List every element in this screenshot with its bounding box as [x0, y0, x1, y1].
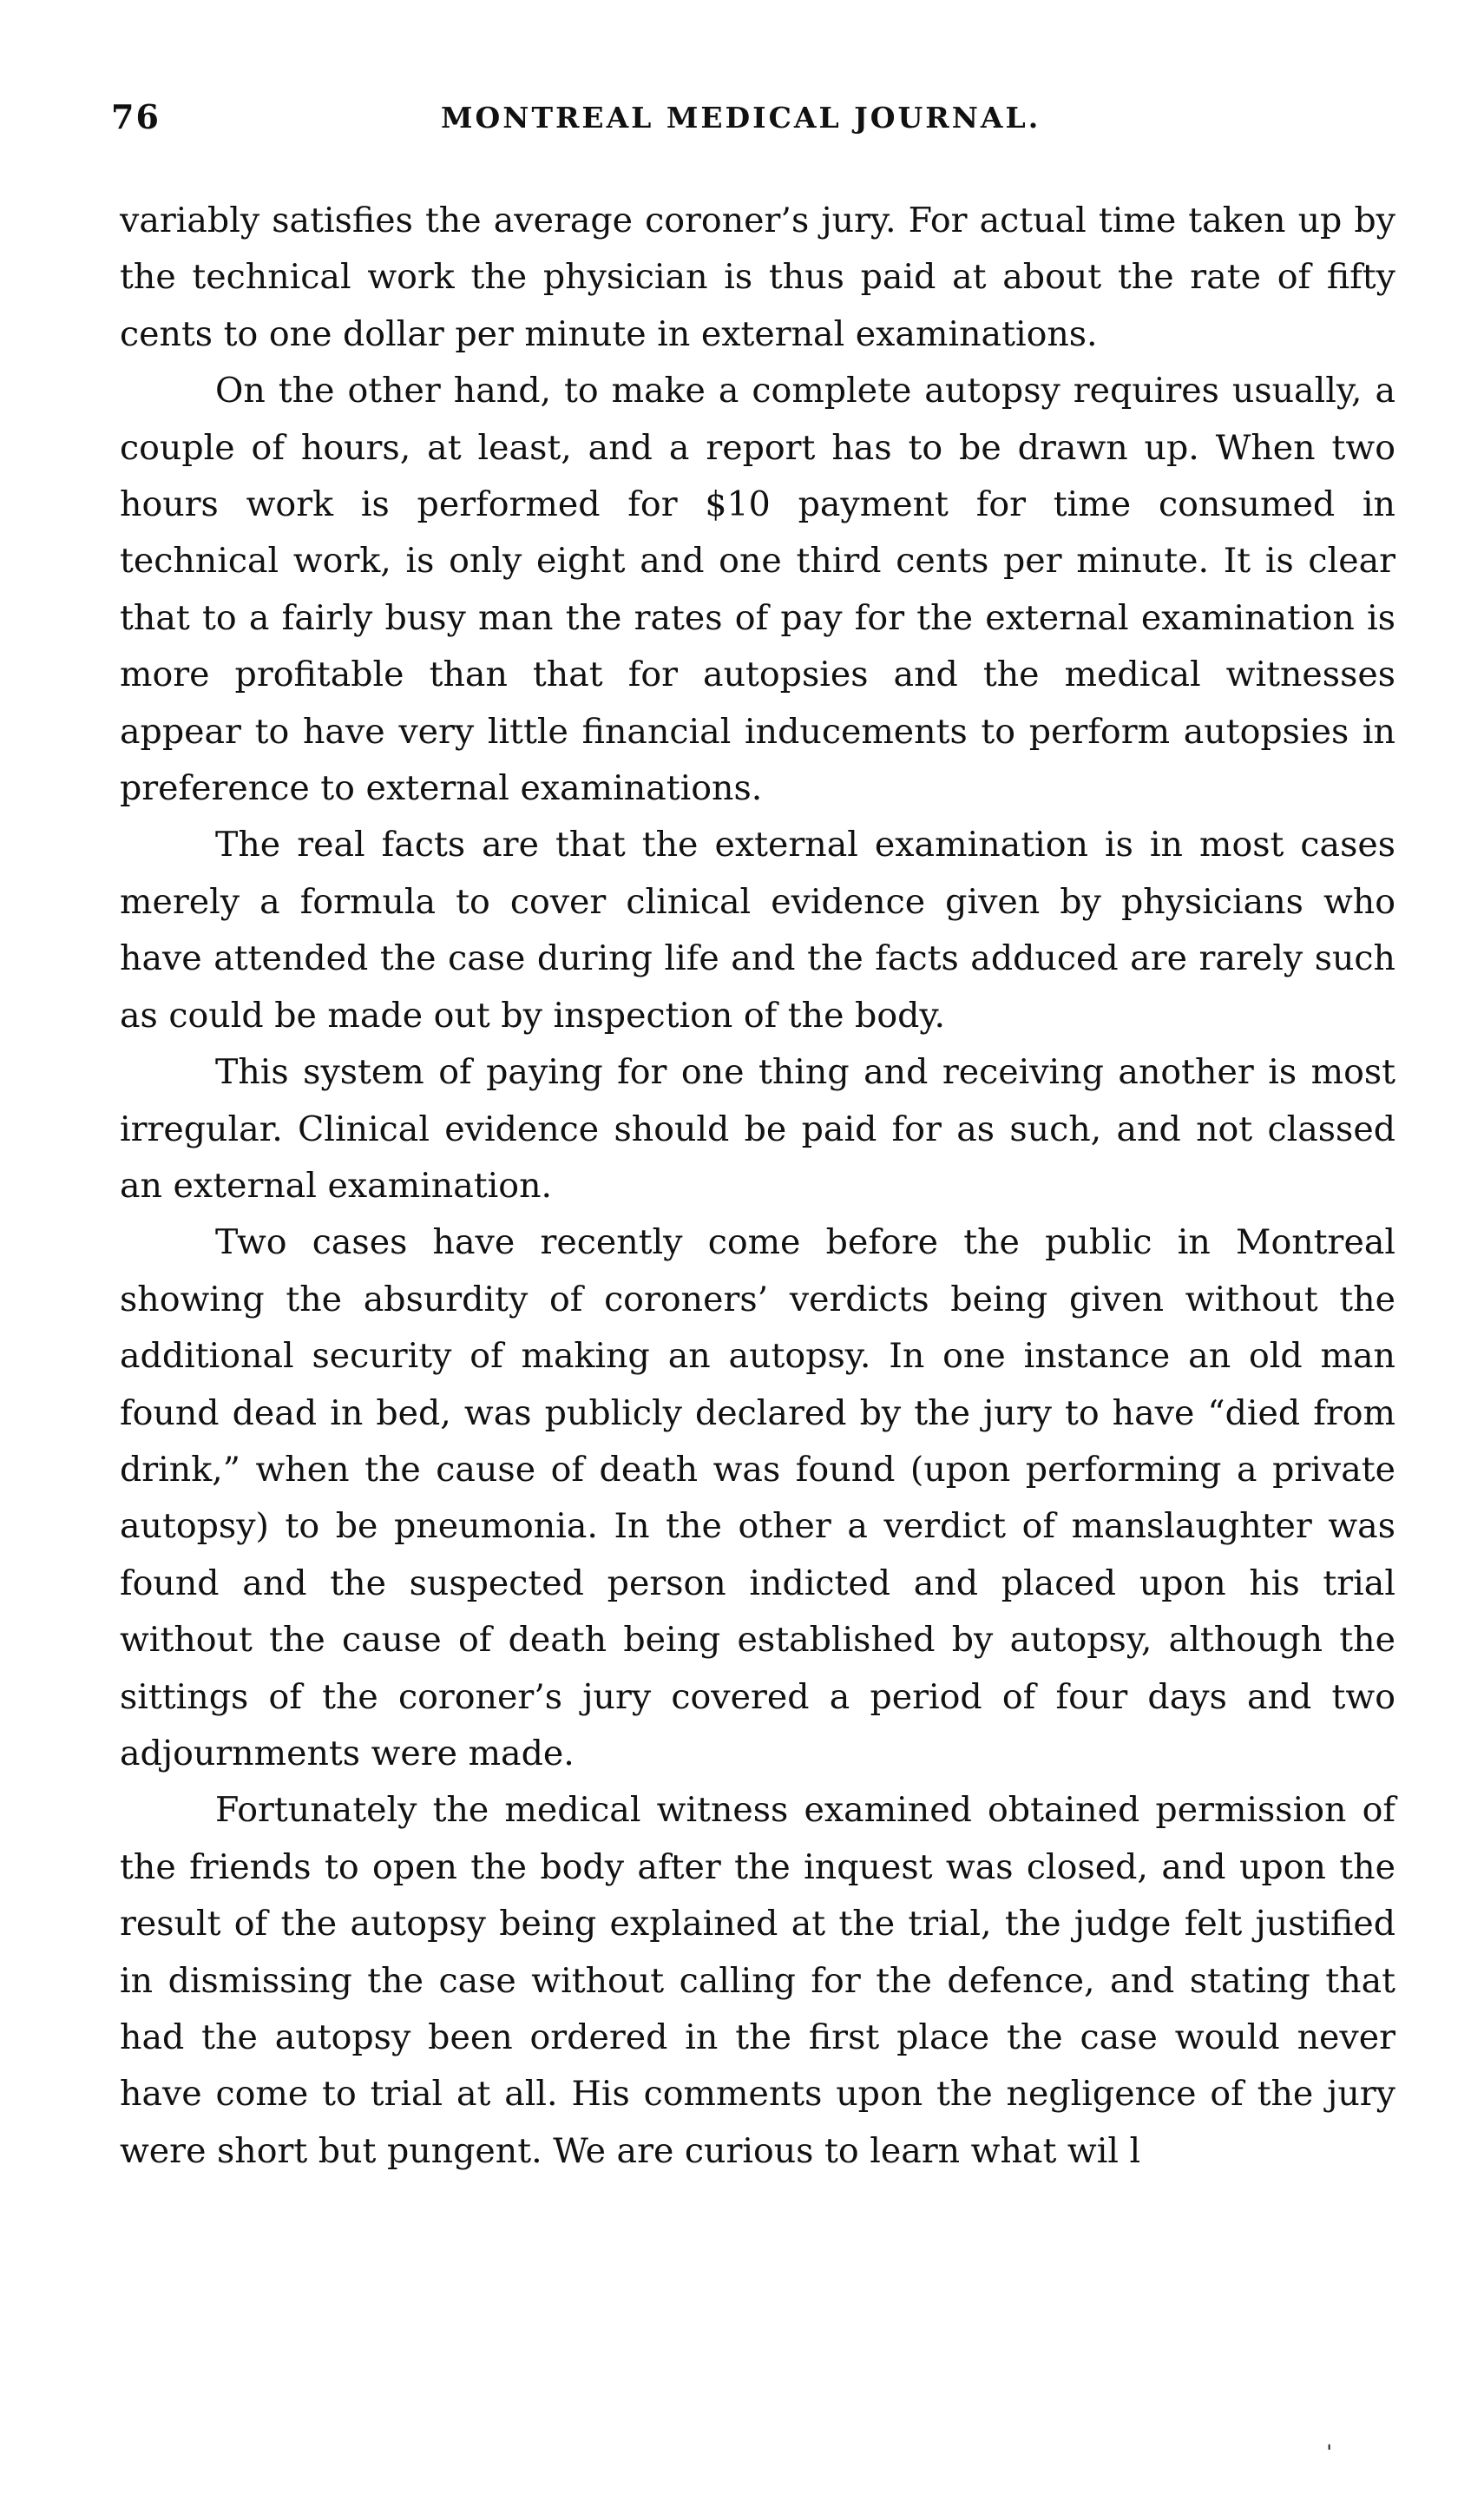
- paragraph-continued: variably satisfies the average coroner’s jury. For actual time taken up by the technical work the physician is thus paid at about the rate of fifty cents to one dollar per minute in external examinations.: [120, 201, 1395, 354]
- running-head: [111, 97, 1395, 141]
- journal-title: MONTREAL MEDICAL JOURNAL.: [441, 101, 1041, 135]
- stray-mark: ˌ: [1326, 2427, 1333, 2453]
- page-number: 76: [111, 97, 161, 136]
- paragraph-trial-outcome: Fortunately the medical witness examined obtained permission of the friends to open the body after the inquest was closed, and upon the result of the autopsy being explained at the trial, the judge felt justified in dismissing the case without calling for the defence, and stating that had the autopsy been ordered in the first place the case would never have come to trial at all. His comments upon the negligence of the jury were short but pungent. We are curious to learn what wil l: [120, 1790, 1395, 2171]
- paragraph-autopsy-cost: On the other hand, to make a complete autopsy requires usually, a couple of hours, at least, and a report has to be drawn up. When two hours work is performed for $10 payment for time consumed in technical work, is only eight and one third cents per minute. It is clear that to a fairly busy man the rates of pay for the external examination is more profitable than that for autopsies and the medical witnesses appear to have very little financial inducements to perform autopsies in preference to external examinations.: [120, 371, 1395, 809]
- paragraph-real-facts: The real facts are that the external examination is in most cases merely a formula to cover clinical evidence given by physicians who have attended the case during life and the facts adduced are rarely such as could be made out by inspection of the body.: [120, 825, 1395, 1036]
- paragraph-montreal-cases: Two cases have recently come before the public in Montreal showing the absurdity of coroners’ verdicts being given without the additional security of making an autopsy. In one instance an old man found dead in bed, was publicly declared by the jury to have “died from drink,” when the cause of death was found (upon performing a private autopsy) to be pneumonia. In the other a verdict of manslaughter was found and the suspected person indicted and placed upon his trial without the cause of death being established by autopsy, although the sittings of the coroner’s jury covered a period of four days and two adjournments were made.: [120, 1222, 1395, 1773]
- paragraph-payment-system: This system of paying for one thing and receiving another is most irregular. Clinical evidence should be paid for as such, and not classed an external examination.: [120, 1052, 1395, 1206]
- body-text: [120, 193, 1395, 2180]
